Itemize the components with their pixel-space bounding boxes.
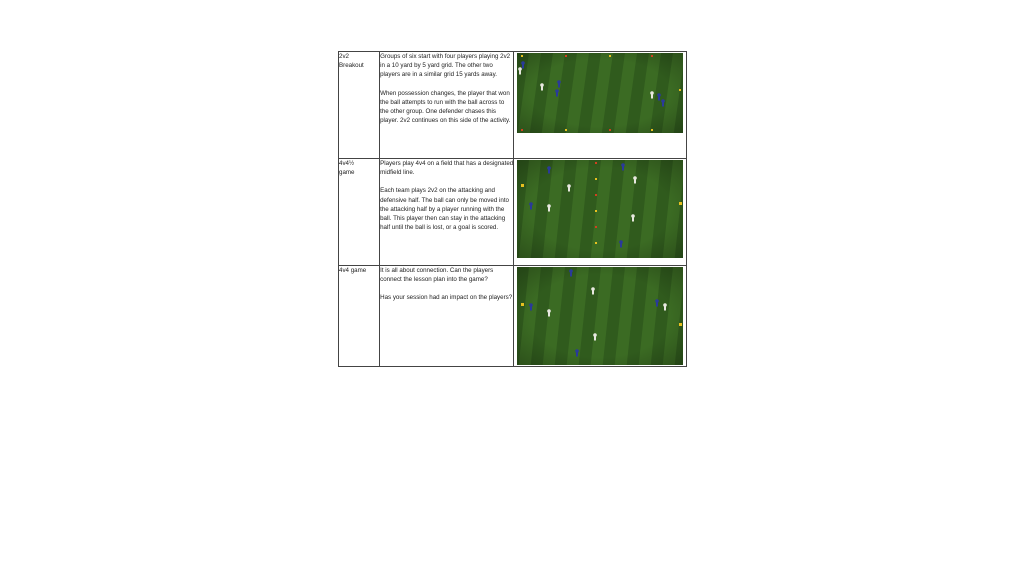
drill-name: 4v4½ game	[339, 159, 380, 266]
soccer-field-image-breakout	[517, 53, 683, 133]
drill-name: 2v2 Breakout	[339, 52, 380, 159]
drill-description	[380, 52, 514, 159]
drill-diagram	[514, 266, 687, 367]
drill-table	[338, 51, 687, 367]
drill-row	[339, 266, 687, 367]
description-paragraph: Each team plays 2v2 on the attacking and defensive half. The ball can only be moved into the attacking half by a player running with the ball. This player then can stay in the attacking half until the ball is lost, or a goal is scored.	[380, 187, 509, 232]
drill-diagram	[514, 52, 687, 159]
soccer-field-image-4v4-half	[517, 160, 683, 258]
description-paragraph: It is all about connection. Can the players connect the lesson plan into the game?	[380, 267, 494, 284]
soccer-field-image-4v4-game	[517, 267, 683, 365]
drill-diagram	[514, 159, 687, 266]
drill-description	[380, 266, 514, 367]
description-paragraph: When possession changes, the player that won the ball attempts to run with the ball across to the other group. One defender chases this player. 2v2 continues on this side of the activity.	[380, 89, 511, 125]
drill-name: 4v4 game	[339, 266, 380, 367]
description-paragraph: Has your session had an impact on the players?	[380, 294, 513, 302]
description-paragraph: Players play 4v4 on a field that has a designated midfield line.	[380, 160, 514, 177]
description-paragraph: Groups of six start with four players playing 2v2 in a 10 yard by 5 yard grid. The other two players are in a similar grid 15 yards away.	[380, 53, 511, 79]
drill-row	[339, 52, 687, 159]
drill-description	[380, 159, 514, 266]
drill-row	[339, 159, 687, 266]
